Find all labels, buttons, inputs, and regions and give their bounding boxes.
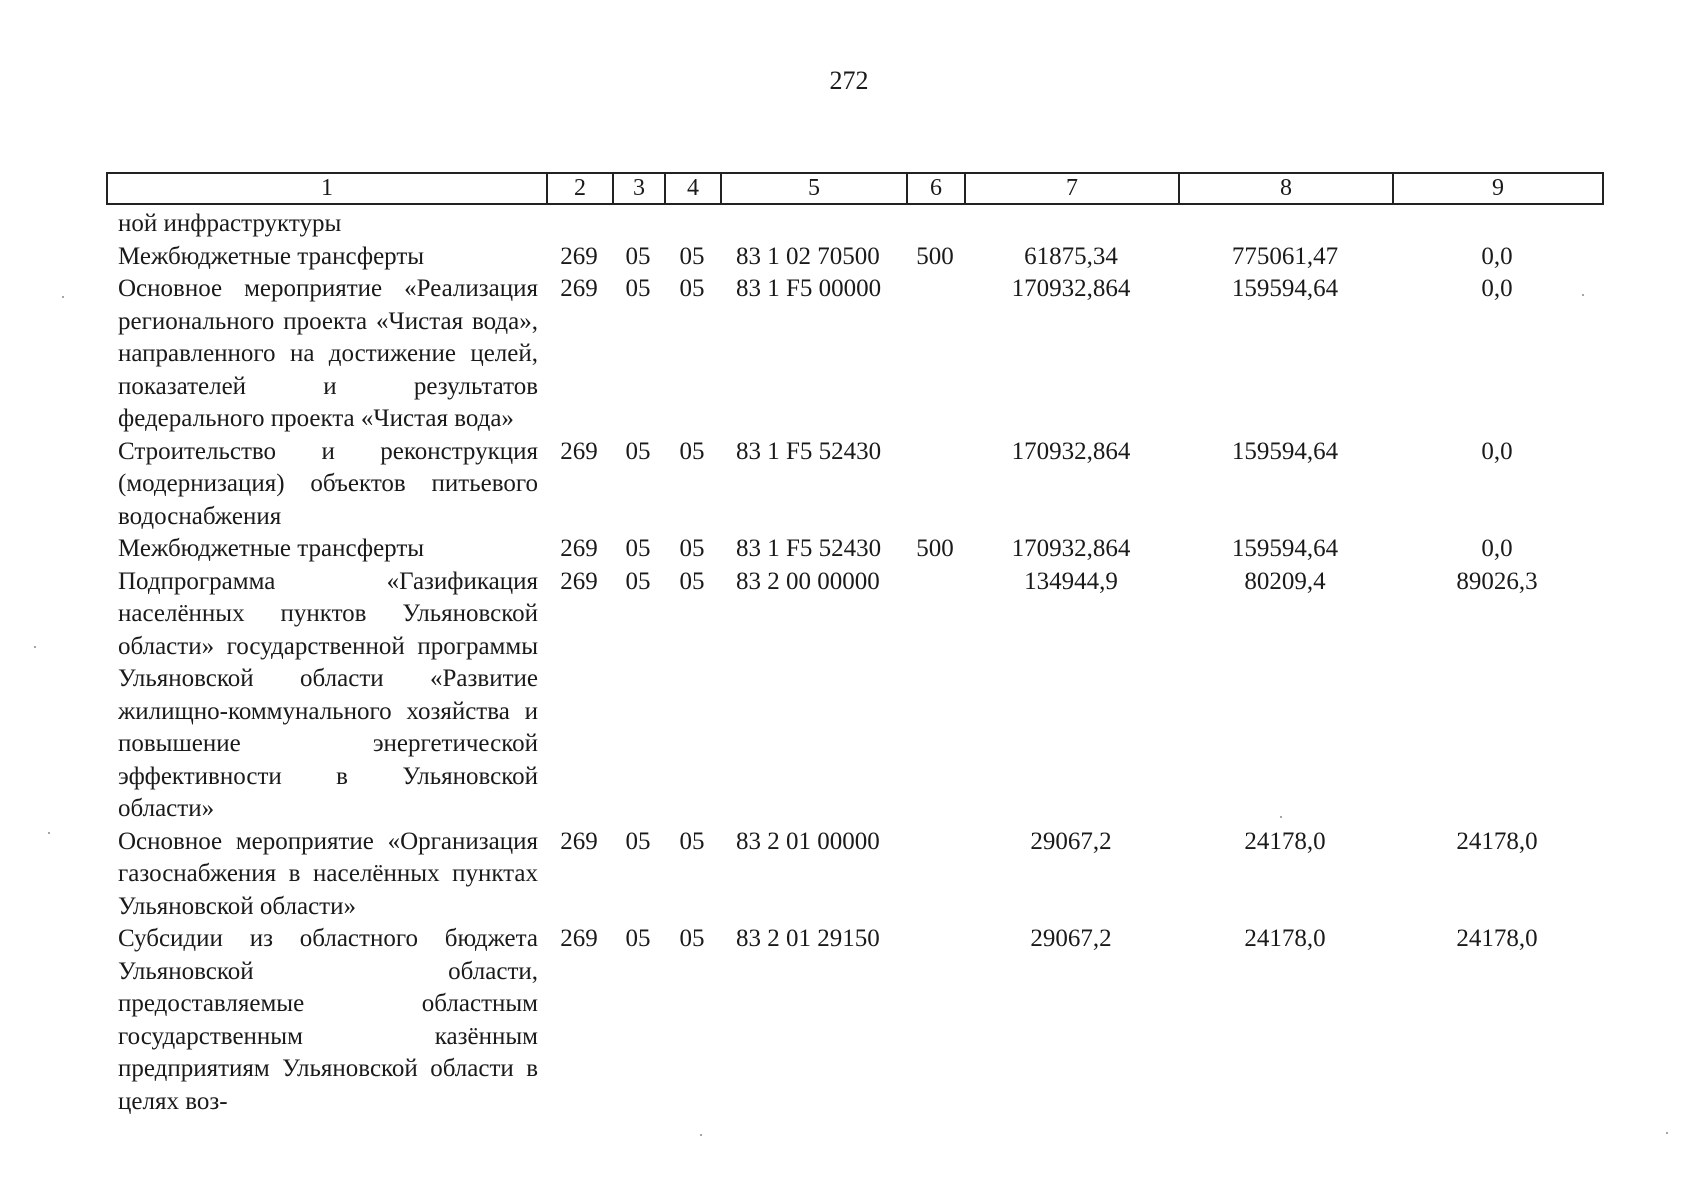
cell-col-6: 500 [916,242,954,270]
cell-col-4: 05 [679,535,705,562]
cell-col-8: 775061,47 [1231,242,1339,270]
cell-col-7: 29067,2 [1030,925,1112,952]
cell-col-8: 24178,0 [1244,925,1326,952]
column-header-5: 5 [721,173,907,204]
cell-col-2: 269 [560,567,598,595]
scan-speck [1666,1132,1668,1134]
cell-col-4 [664,208,720,241]
scan-speck [34,646,36,648]
row-name: Основное мероприятие «Реализация регионального проекта «Чистая вода», направленного на достижение целей, показателей и результатов федерального проекта «Чистая вода» [118,275,538,432]
table-row [106,566,1602,826]
cell-col-7: 170932,864 [1011,437,1131,465]
table-row [106,436,1602,534]
cell-col-9: 0,0 [1481,535,1513,562]
column-header-6: 6 [907,173,965,204]
cell-col-7: 170932,864 [1011,535,1131,562]
row-name: Основное мероприятие «Организация газоснабжения в населённых пунктах Ульяновской области» [118,827,538,920]
cell-col-6: 500 [916,535,954,562]
cell-col-3: 05 [625,827,651,855]
column-header-1: 1 [107,173,547,204]
cell-col-9: 24178,0 [1456,827,1538,855]
cell-col-4: 05 [679,567,705,595]
column-header-3: 3 [613,173,665,204]
budget-table-body [106,208,1602,1118]
cell-col-8: 24178,0 [1244,827,1326,855]
cell-col-6 [906,273,964,436]
cell-col-7 [964,208,1178,241]
cell-col-6 [906,826,964,924]
table-row [106,923,1602,1118]
table-row [106,273,1602,436]
cell-col-2 [546,208,612,241]
cell-col-2: 269 [560,437,598,465]
scan-speck [48,832,50,834]
cell-col-8: 80209,4 [1244,567,1326,595]
row-name: ной инфраструктуры [118,210,342,237]
cell-col-5: 83 1 02 70500 [736,242,880,270]
cell-col-2: 269 [560,535,598,562]
column-header-8: 8 [1179,173,1393,204]
row-name: Подпрограмма «Газификация населённых пунктов Ульяновской области» государственной программы Ульяновской области «Развитие жилищно-коммунального хозяйства и повышение энергетической эффективности в Ульяновской области» [118,567,538,822]
cell-col-7: 29067,2 [1030,827,1112,855]
cell-col-4: 05 [679,242,705,270]
cell-col-3: 05 [625,437,651,465]
cell-col-4: 05 [679,827,705,855]
cell-col-6 [906,566,964,826]
cell-col-5: 83 2 01 00000 [736,827,880,855]
table-row [106,208,1602,241]
cell-col-8: 159594,64 [1231,275,1339,302]
cell-col-5: 83 2 01 29150 [736,925,880,952]
scan-speck [1280,816,1282,818]
cell-col-3: 05 [625,925,651,952]
cell-col-6 [906,436,964,534]
cell-col-9: 89026,3 [1456,567,1538,595]
cell-col-2: 269 [560,242,598,270]
cell-col-3: 05 [625,535,651,562]
table-row [106,826,1602,924]
cell-col-2: 269 [560,827,598,855]
cell-col-7: 170932,864 [1011,275,1131,302]
row-name: Межбюджетные трансферты [118,242,425,270]
cell-col-2: 269 [560,275,598,302]
cell-col-7: 61875,34 [1024,242,1118,270]
cell-col-8 [1178,208,1392,241]
table-row [106,533,1602,566]
cell-col-3: 05 [625,275,651,302]
row-name: Строительство и реконструкция (модернизация) объектов питьевого водоснабжения [118,437,538,530]
cell-col-6 [906,208,964,241]
cell-col-8: 159594,64 [1231,437,1339,465]
cell-col-5: 83 1 F5 00000 [736,275,882,302]
cell-col-5: 83 1 F5 52430 [736,437,882,465]
cell-col-5: 83 2 00 00000 [736,567,880,595]
cell-col-9: 0,0 [1481,437,1513,465]
row-name: Субсидии из областного бюджета Ульяновской области, предоставляемые областным государственным казённым предприятиям Ульяновской области в целях воз- [118,925,538,1115]
cell-col-8: 159594,64 [1231,535,1339,562]
scan-speck [700,1134,702,1136]
cell-col-5 [720,208,906,241]
row-name: Межбюджетные трансферты [118,535,425,562]
cell-col-9: 24178,0 [1456,925,1538,952]
cell-col-3: 05 [625,567,651,595]
cell-col-6 [906,923,964,1118]
page-number: 272 [829,66,869,95]
table-row [106,241,1602,274]
cell-col-2: 269 [560,925,598,952]
cell-col-9 [1392,208,1602,241]
cell-col-7: 134944,9 [1024,567,1118,595]
cell-col-4: 05 [679,275,705,302]
scan-speck [62,296,64,298]
column-header-9: 9 [1393,173,1603,204]
scan-speck [1582,294,1584,296]
column-header-table [106,172,1604,205]
cell-col-5: 83 1 F5 52430 [736,535,882,562]
column-header-7: 7 [965,173,1179,204]
cell-col-4: 05 [679,437,705,465]
column-header-4: 4 [665,173,721,204]
cell-col-4: 05 [679,925,705,952]
cell-col-9: 0,0 [1481,275,1513,302]
cell-col-3 [612,208,664,241]
column-header-2: 2 [547,173,613,204]
cell-col-3: 05 [625,242,651,270]
cell-col-9: 0,0 [1481,242,1513,270]
column-header-row [107,173,1603,204]
